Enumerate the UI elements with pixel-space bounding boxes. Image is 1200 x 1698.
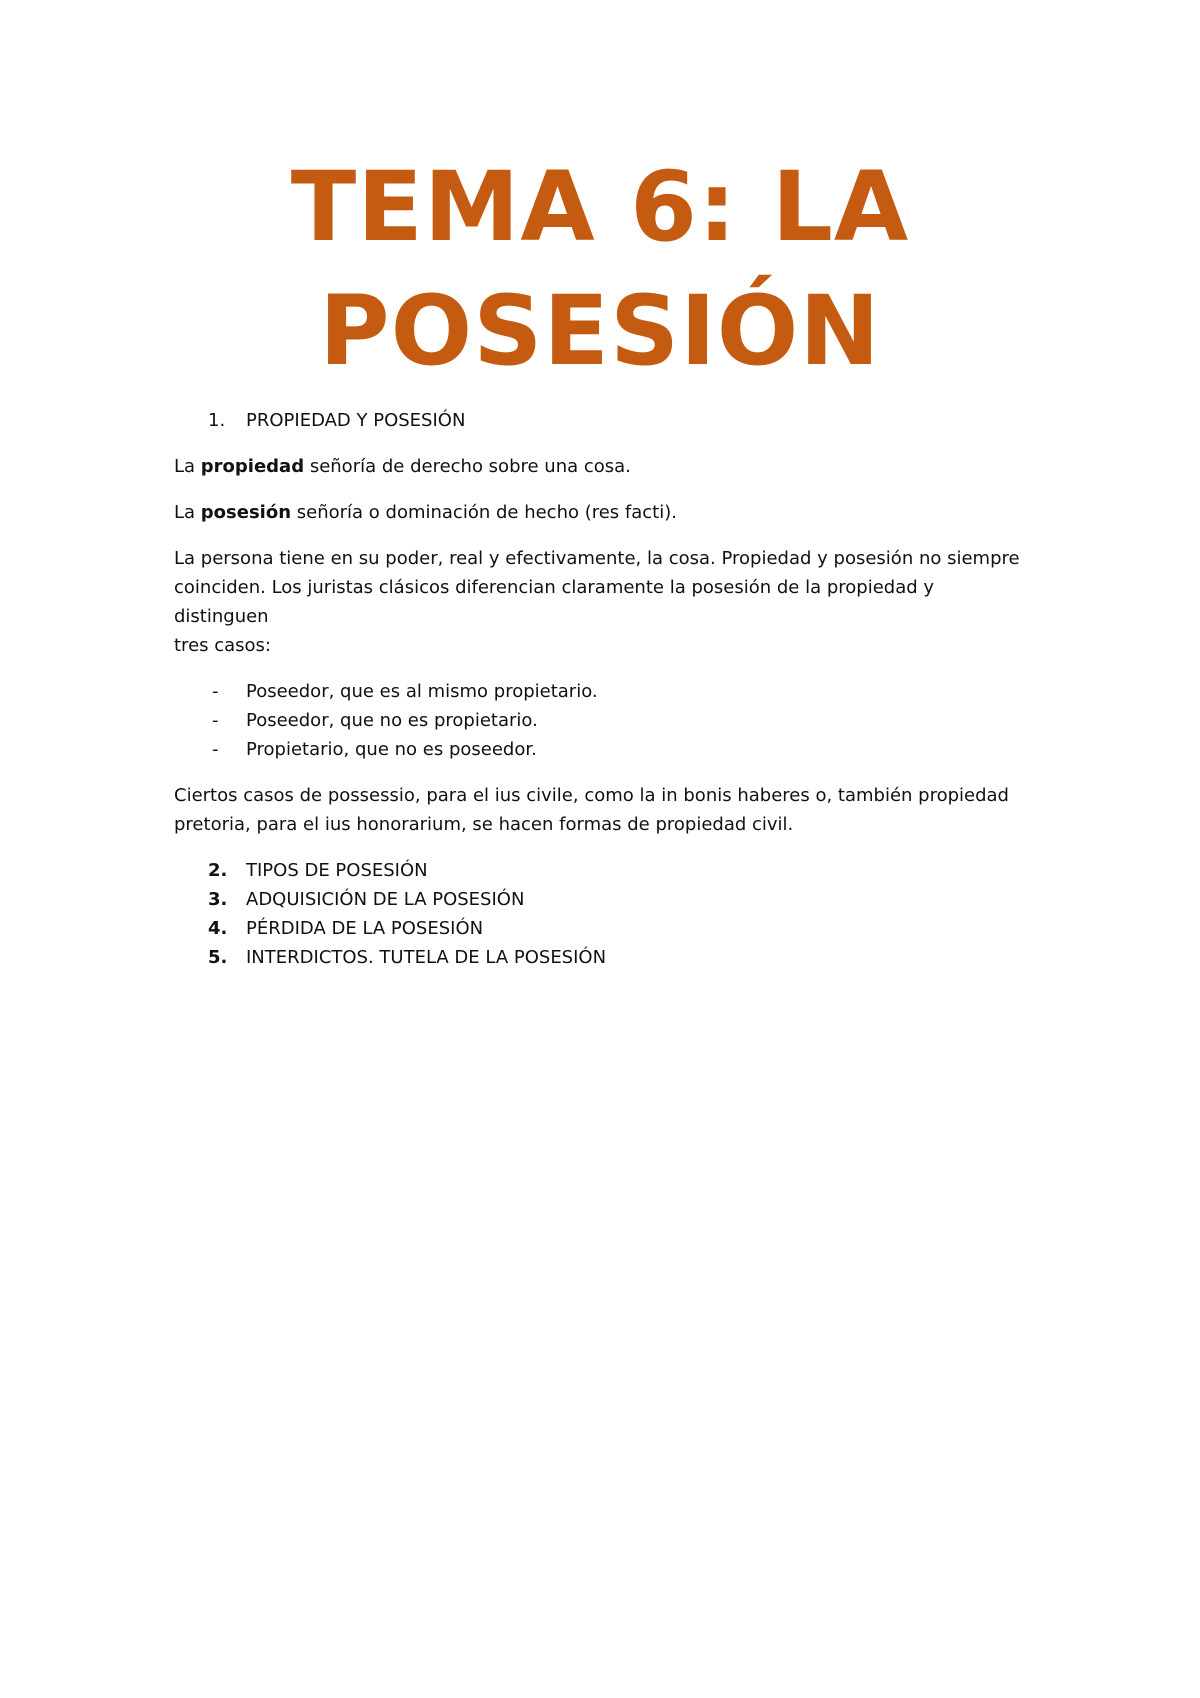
section-heading-1 (174, 406, 1034, 435)
definition-text: señoría de derecho sobre una cosa. (304, 456, 631, 477)
section-number: 2. (208, 860, 228, 881)
list-item-text: Propietario, que no es poseedor. (246, 739, 537, 760)
definition-propiedad (174, 452, 1034, 481)
section-heading-text: PROPIEDAD Y POSESIÓN (246, 410, 466, 431)
title-line-2: POSESIÓN (319, 275, 881, 387)
paragraph-line: coinciden. Los juristas clásicos diferencian claramente la posesión de la propiedad y distinguen (174, 577, 935, 627)
section-heading-3 (174, 885, 1034, 914)
section-number: 4. (208, 918, 228, 939)
cases-list (174, 677, 1034, 764)
definition-term: posesión (200, 502, 292, 523)
list-bullet: - (212, 710, 219, 731)
definition-term: propiedad (200, 456, 305, 477)
definition-prefix: La (174, 456, 201, 477)
paragraph-line: pretoria, para el ius honorarium, se hacen formas de propiedad civil. (174, 814, 794, 835)
list-item (174, 706, 1034, 735)
section-heading-2 (174, 856, 1034, 885)
title-line-1: TEMA 6: LA (290, 151, 910, 263)
sections-list (174, 856, 1034, 972)
section-heading-text: TIPOS DE POSESIÓN (246, 860, 428, 881)
section-heading-text: ADQUISICIÓN DE LA POSESIÓN (246, 889, 525, 910)
definition-posesion (174, 498, 1034, 527)
list-item-text: Poseedor, que es al mismo propietario. (246, 681, 598, 702)
document-title (0, 145, 1200, 393)
section-heading-5 (174, 943, 1034, 972)
document-body (174, 406, 1034, 972)
definition-text: señoría o dominación de hecho (res facti). (291, 502, 677, 523)
section-number: 1. (208, 410, 226, 431)
section-number: 3. (208, 889, 228, 910)
section-number: 5. (208, 947, 228, 968)
list-item (174, 735, 1034, 764)
definition-prefix: La (174, 502, 201, 523)
paragraph-line: Ciertos casos de possessio, para el ius civile, como la in bonis haberes o, también propiedad (174, 785, 1009, 806)
paragraph-line: La persona tiene en su poder, real y efectivamente, la cosa. Propiedad y posesión no siempre (174, 548, 1020, 569)
section-heading-4 (174, 914, 1034, 943)
section-heading-text: INTERDICTOS. TUTELA DE LA POSESIÓN (246, 947, 607, 968)
paragraph-line: tres casos: (174, 635, 271, 656)
list-item-text: Poseedor, que no es propietario. (246, 710, 538, 731)
section-heading-text: PÉRDIDA DE LA POSESIÓN (246, 918, 484, 939)
paragraph-casos (174, 544, 1034, 660)
list-bullet: - (212, 681, 219, 702)
paragraph-possessio (174, 781, 1034, 839)
list-bullet: - (212, 739, 219, 760)
list-item (174, 677, 1034, 706)
